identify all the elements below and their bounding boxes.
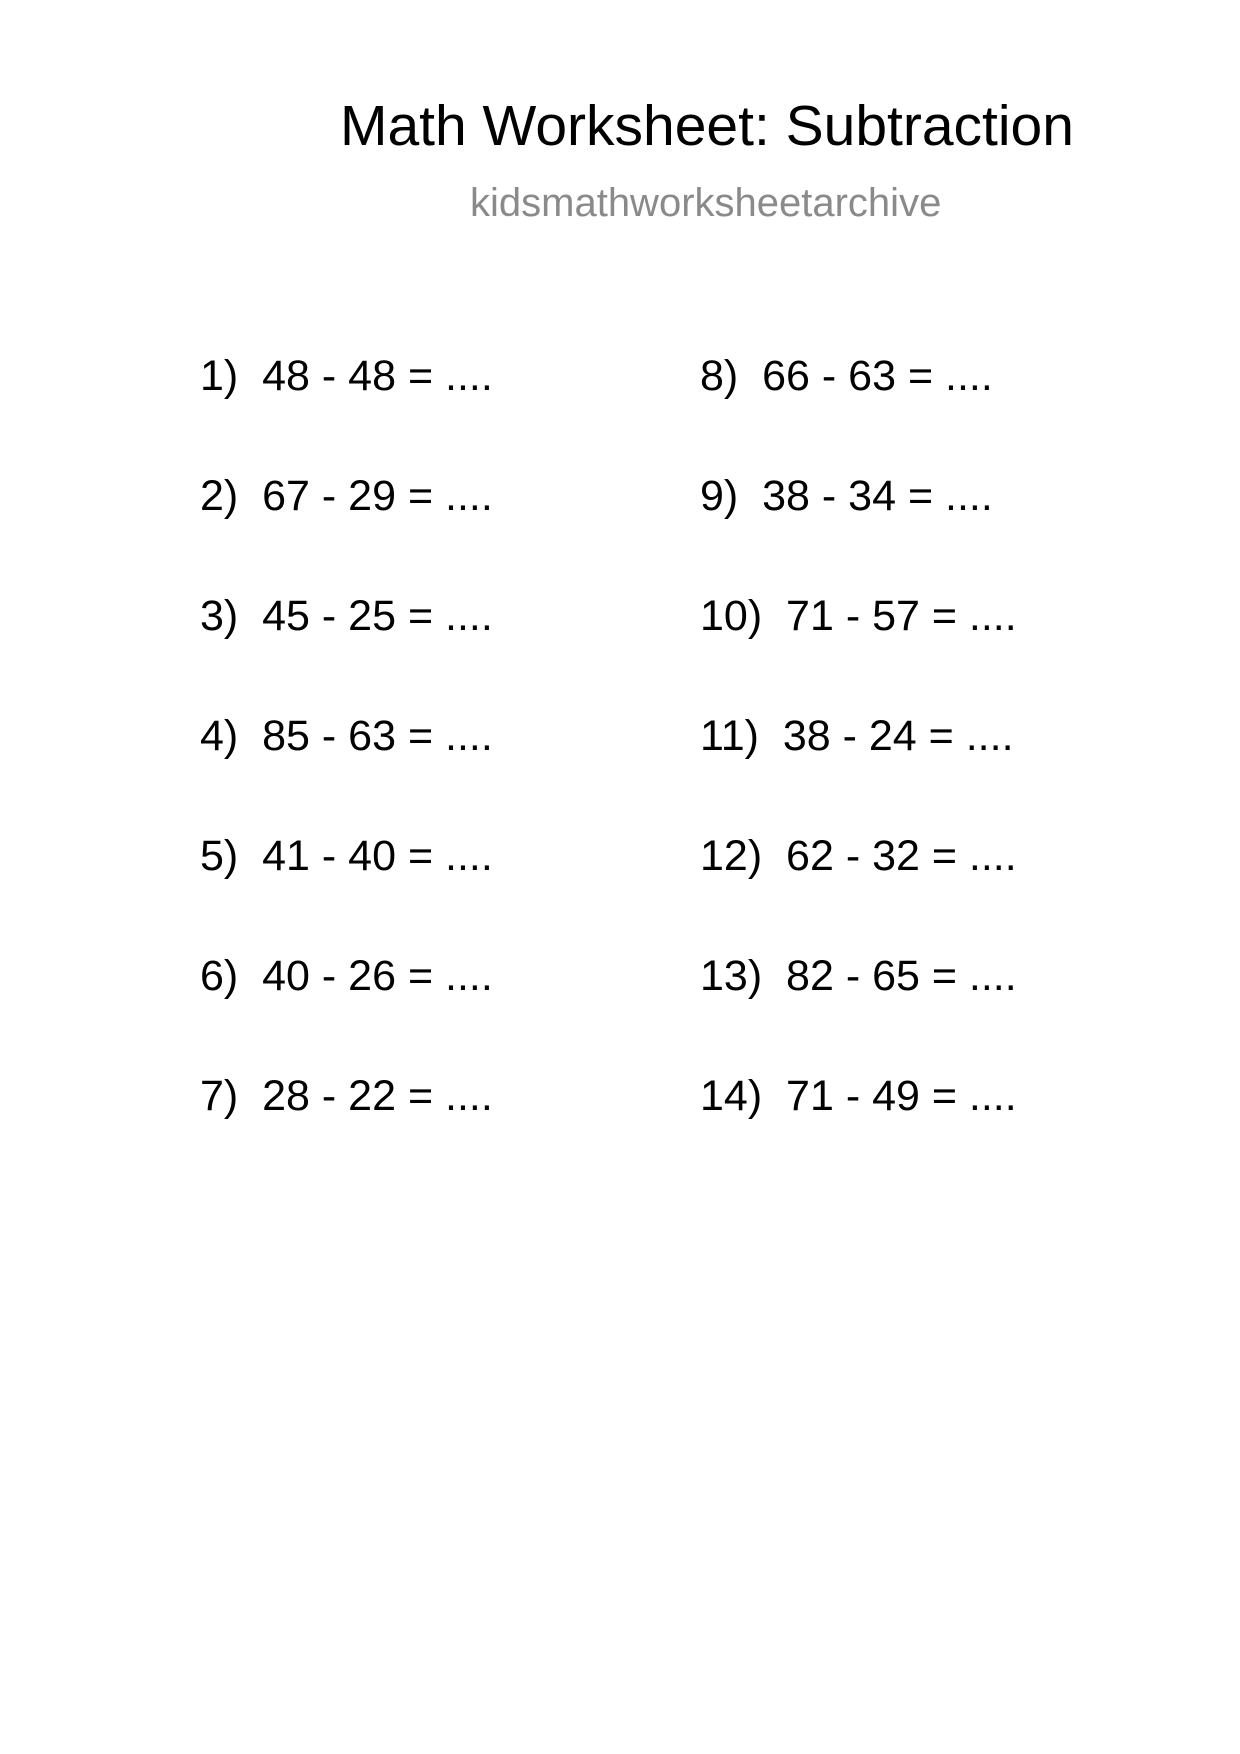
problem-column-left — [200, 352, 620, 1195]
problem-14: 14) 71 - 49 = .... — [700, 1072, 1017, 1120]
problem-12: 12) 62 - 32 = .... — [700, 832, 1017, 880]
problem-column-right — [700, 352, 1120, 1195]
problem-13: 13) 82 - 65 = .... — [700, 952, 1017, 1000]
problem-1: 1) 48 - 48 = .... — [200, 352, 493, 400]
problem-7: 7) 28 - 22 = .... — [200, 1072, 493, 1120]
problem-10: 10) 71 - 57 = .... — [700, 592, 1017, 640]
worksheet-header — [340, 94, 1130, 225]
worksheet-title: Math Worksheet: Subtraction — [340, 94, 1074, 158]
problem-4: 4) 85 - 63 = .... — [200, 712, 493, 760]
problem-2: 2) 67 - 29 = .... — [200, 472, 493, 520]
worksheet-source: kidsmathworksheetarchive — [470, 181, 942, 225]
problem-8: 8) 66 - 63 = .... — [700, 352, 993, 400]
problem-6: 6) 40 - 26 = .... — [200, 952, 493, 1000]
problem-3: 3) 45 - 25 = .... — [200, 592, 493, 640]
problem-5: 5) 41 - 40 = .... — [200, 832, 493, 880]
problem-11: 11) 38 - 24 = .... — [700, 712, 1014, 760]
problem-9: 9) 38 - 34 = .... — [700, 472, 993, 520]
